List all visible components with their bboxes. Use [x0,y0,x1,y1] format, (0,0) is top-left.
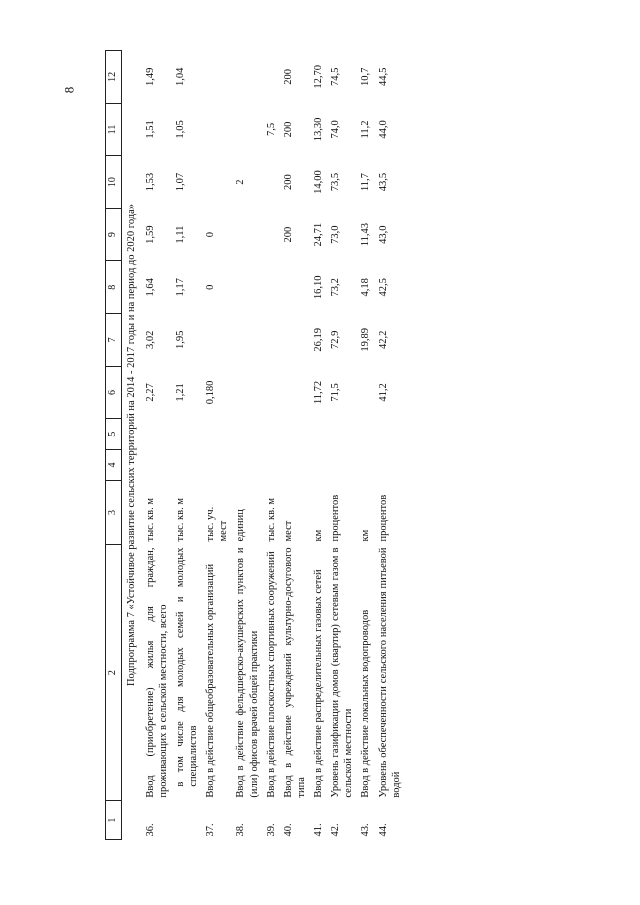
value-col6: 11,72 [313,380,324,405]
value-col12: 1,49 [144,67,156,87]
value-col12: 200 [282,68,294,85]
value-col11: 44,0 [377,120,389,139]
indicator-name: Уровень газификации домов (квартир) сетевым газом в сельской местности [330,547,355,798]
table-row [327,51,357,840]
table-row [263,51,280,840]
value-col8: 1,64 [144,278,156,297]
indicator-name: в том числе для молодых семей и молодых специалистов [174,547,199,787]
value-col6 [263,366,280,419]
subprogram-title-row [121,51,142,840]
value-col10: 200 [282,174,294,190]
unit: тыс. кв. м [265,497,277,542]
value-col6: 71,5 [330,383,342,402]
value-col9 [232,208,262,261]
value-col10: 43,5 [377,172,389,192]
value-col11: 1,05 [174,120,186,139]
value-col8: 4,18 [360,278,372,297]
value-col8 [232,261,262,314]
value-col12 [202,51,232,104]
row-number: 36. [144,823,156,837]
indicator-name: Ввод в действие плоскостных спортивных сооружений [265,551,277,798]
row-number: 41. [313,823,324,837]
table-row [202,51,232,840]
unit: тыс. уч. мест [205,506,230,542]
row-number: 42. [330,823,342,837]
table-row [375,51,405,840]
value-col11 [232,103,262,156]
value-col6 [232,366,262,419]
value-col6 [280,366,310,419]
indicator-name: Ввод в действие общеобразовательных организаций [205,563,217,798]
value-col6: 41,2 [377,383,389,402]
table-row [172,51,202,840]
header-cell: 4 [106,450,122,481]
value-col9: 43,0 [377,225,389,244]
value-col8 [263,261,280,314]
row-number: 37. [205,823,217,837]
indicators-table [105,50,405,840]
value-col8: 16,10 [313,275,324,300]
value-col6 [357,366,374,419]
value-col12 [232,51,262,104]
value-col10 [263,156,280,209]
value-col8: 42,5 [377,278,389,297]
value-col7: 3,02 [144,330,156,350]
indicator-name: Ввод (приобретение) жилья для граждан, проживающих в сельской местности, всего [144,547,169,798]
header-cell: 12 [106,51,122,104]
value-col9: 1,11 [174,225,186,244]
header-row [106,51,122,840]
value-col11 [202,103,232,156]
value-col9: 200 [282,226,294,243]
value-col12: 10,7 [360,67,372,87]
value-col6: 0,180 [205,380,217,405]
rotated-page-content [105,50,605,840]
unit: мест [282,520,294,542]
value-col7 [202,314,232,367]
value-col12: 44,5 [377,67,389,87]
row-number [172,801,202,840]
value-col10: 2 [235,179,247,185]
subprogram-title: Подпрограмма 7 «Устойчивое развитие сельских территорий на 2014 - 2017 годы и на период до 2020 года» [125,203,137,687]
value-col7: 26,19 [313,328,324,352]
header-cell: 5 [106,419,122,450]
header-cell: 8 [106,261,122,314]
value-col7: 42,2 [377,330,389,350]
header-cell: 7 [106,314,122,367]
unit: процентов [377,494,389,542]
value-col11: 1,51 [144,120,156,139]
value-col8: 73,2 [330,278,342,297]
value-col8 [280,261,310,314]
value-col7 [280,314,310,367]
value-col10 [202,156,232,209]
value-col12: 1,04 [174,67,186,87]
header-cell: 11 [106,103,122,156]
value-col7: 19,89 [360,328,372,352]
header-cell: 3 [106,480,122,544]
value-col8: 1,17 [174,278,186,297]
unit: км [313,529,324,542]
unit: км [360,529,372,542]
unit: единиц [235,509,247,542]
row-number: 43. [360,823,372,837]
row-number: 40. [282,823,294,837]
indicator-name: Уровень обеспеченности сельского населения питьевой водой [377,547,402,798]
header-cell: 1 [106,801,122,840]
value-col7: 1,95 [174,330,186,350]
value-col12: 74,5 [330,67,342,87]
value-col12: 12,70 [313,65,324,89]
value-col6: 1,21 [174,383,186,402]
table-row [280,51,310,840]
value-col8: 0 [205,284,217,290]
value-col11: 7,5 [265,122,277,137]
table-row [232,51,262,840]
value-col10: 14,00 [313,170,324,194]
value-col10: 11,7 [360,173,372,192]
header-cell: 6 [106,366,122,419]
header-cell: 2 [106,545,122,801]
header-cell: 9 [106,208,122,261]
unit: процентов [330,494,342,542]
value-col10: 1,07 [174,172,186,192]
indicator-name: Ввод в действие учреждений культурно-досугового типа [282,547,307,798]
table-row [310,51,327,840]
value-col7 [232,314,262,367]
row-number: 44. [377,823,389,837]
value-col10: 73,5 [330,172,342,192]
value-col9: 24,71 [313,222,324,247]
value-col7: 72,9 [330,330,342,350]
value-col11: 200 [282,121,294,138]
value-col12 [263,51,280,104]
value-col9 [263,208,280,261]
value-col6: 2,27 [144,383,156,402]
value-col11: 13,30 [313,117,324,142]
indicator-name: Ввод в действие локальных водопроводов [360,609,372,798]
row-number: 39. [265,823,277,837]
indicator-name: Ввод в действие распределительных газовых сетей [313,569,324,798]
value-col9: 0 [205,232,217,238]
row-number: 38. [235,823,247,837]
table-row [142,51,172,840]
value-col7 [263,314,280,367]
header-cell: 10 [106,156,122,209]
page-number: 8 [61,86,77,94]
unit: тыс. кв. м [144,497,156,542]
value-col10: 1,53 [144,172,156,192]
value-col11: 74,0 [330,120,342,139]
value-col9: 73,0 [330,225,342,244]
value-col11: 11,2 [360,120,372,139]
indicator-name: Ввод в действие фельдшерско-акушерских пунктов и (или) офисов врачей общей практики [235,547,260,798]
value-col9: 1,59 [144,225,156,244]
value-col9: 11,43 [360,223,372,247]
unit: тыс. кв. м [174,497,186,542]
table-row [357,51,374,840]
